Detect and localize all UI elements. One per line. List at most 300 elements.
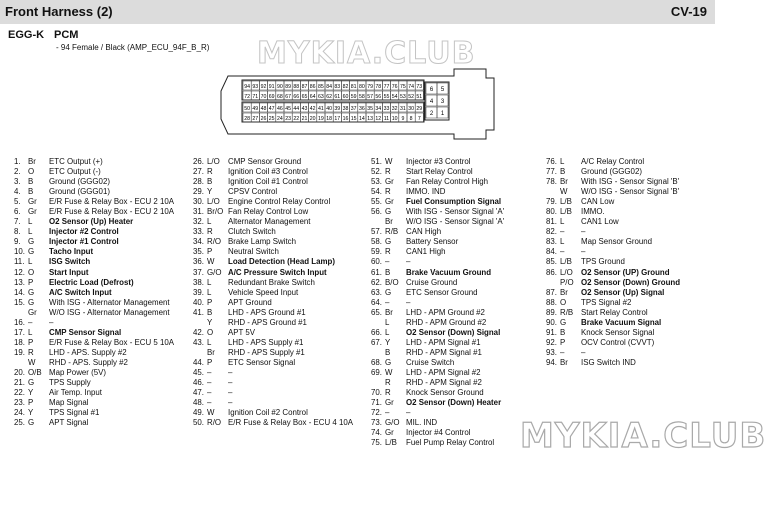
pin-number: 34. xyxy=(193,237,204,247)
wire-color: B xyxy=(560,167,566,177)
pin-label: 15 xyxy=(350,115,357,122)
connector-housing xyxy=(221,69,494,139)
pin-description: Injector #4 Control xyxy=(406,428,471,438)
pin-label: 76 xyxy=(391,83,398,90)
pin-label: 34 xyxy=(375,105,382,112)
pin-number: 51. xyxy=(371,157,382,166)
pin-number: 4. xyxy=(14,187,21,197)
pin-number: 19. xyxy=(14,347,25,357)
pin-number: 6. xyxy=(14,207,21,217)
wire-color: Gr xyxy=(385,197,394,207)
pin-number: 18. xyxy=(14,337,25,347)
pin-label: 67 xyxy=(285,93,291,100)
wire-color: G/O xyxy=(385,418,400,428)
pin-description: Redundant Brake Switch xyxy=(228,277,315,287)
wire-color: R xyxy=(385,247,391,257)
wire-color: – xyxy=(207,388,212,398)
wire-color: L xyxy=(560,237,565,247)
pin-number: 79. xyxy=(546,197,557,207)
pin-description: CMP Sensor Ground xyxy=(228,157,302,166)
pin-label: 37 xyxy=(350,105,357,112)
pin-number: 39. xyxy=(193,287,204,297)
pin-description: LHD - APM Signal #2 xyxy=(406,367,481,377)
pin-label: 4 xyxy=(429,99,434,105)
pin-number: 37. xyxy=(193,267,204,277)
engine-label: EGG-K xyxy=(8,29,45,41)
wire-color: W xyxy=(207,257,215,267)
wire-color: – xyxy=(207,367,212,377)
pin-description: – xyxy=(228,367,233,377)
pin-description: W/O ISG - Sensor Signal 'A' xyxy=(406,217,505,227)
pin-number: 53. xyxy=(371,177,382,187)
pin-label: 11 xyxy=(383,115,390,122)
wire-color: O xyxy=(207,327,214,337)
pin-description: APT Signal xyxy=(49,418,89,428)
wire-color: L xyxy=(207,217,212,227)
wire-color: L xyxy=(560,157,565,166)
pin-description: CAN1 Low xyxy=(581,217,619,227)
pin-number: 29. xyxy=(193,187,204,197)
pin-description: – xyxy=(581,347,586,357)
pin-description: Map Signal xyxy=(49,398,89,408)
pin-description: O2 Sensor (Down) Heater xyxy=(406,398,502,408)
pin-number: 47. xyxy=(193,388,204,398)
wire-color: R/O xyxy=(207,237,222,247)
pin-description: – xyxy=(406,257,411,267)
pin-label: 29 xyxy=(416,105,423,112)
pin-number: 14. xyxy=(14,287,25,297)
pin-label: 75 xyxy=(400,83,406,90)
pin-number: 15. xyxy=(14,297,25,307)
pin-description: Brake Vacuum Ground xyxy=(406,267,492,277)
pin-label: 10 xyxy=(391,115,398,122)
wire-color: – xyxy=(560,347,565,357)
pin-description: – xyxy=(228,388,233,398)
connector-name: PCM xyxy=(54,29,79,41)
wire-color: W xyxy=(385,157,393,166)
pin-number: 92. xyxy=(546,337,557,347)
pin-label: 94 xyxy=(244,83,250,90)
pin-description: Fan Relay Control Low xyxy=(228,207,309,217)
pin-number: 41. xyxy=(193,307,204,317)
wire-color: O xyxy=(560,297,567,307)
page-title: Front Harness (2) xyxy=(5,4,113,19)
wire-color: Y xyxy=(207,187,213,197)
connector-description: - 94 Female / Black (AMP_ECU_94F_B_R) xyxy=(56,43,210,52)
wire-color: G xyxy=(28,297,35,307)
pin-description: RHD - APM Ground #2 xyxy=(406,317,487,327)
pin-label: 6 xyxy=(429,87,434,93)
pin-number: 50. xyxy=(193,418,204,428)
pin-description: Clutch Switch xyxy=(228,227,276,237)
wire-color: P xyxy=(560,337,566,347)
pin-description: Fuel Consumption Signal xyxy=(406,197,502,207)
wire-color: G xyxy=(28,237,35,247)
pin-number: 10. xyxy=(14,247,25,257)
pin-description: Cruise Switch xyxy=(406,357,455,367)
pin-number: 52. xyxy=(371,167,382,177)
pin-description: RHD - APM Signal #2 xyxy=(406,378,482,388)
pin-number: 22. xyxy=(14,388,25,398)
pin-label: 35 xyxy=(367,105,373,112)
pin-label: 74 xyxy=(408,83,414,90)
wire-color: – xyxy=(385,297,390,307)
wire-color: – xyxy=(385,257,390,267)
wire-color: P xyxy=(28,337,34,347)
wire-color: W xyxy=(560,187,568,197)
pin-label: 66 xyxy=(293,93,300,100)
pin-label: 73 xyxy=(416,83,423,90)
wire-color: Br xyxy=(385,217,393,227)
pin-number: 58. xyxy=(371,237,382,247)
wire-color: P xyxy=(28,398,34,408)
pin-number: 75. xyxy=(371,438,382,448)
wire-color: G xyxy=(385,357,392,367)
pin-number: 93. xyxy=(546,347,557,357)
pin-description: Load Detection (Head Lamp) xyxy=(228,257,335,267)
pin-number: 3. xyxy=(14,177,21,187)
pin-label: 90 xyxy=(277,83,283,90)
wire-color: Br/O xyxy=(207,207,224,217)
pin-number: 70. xyxy=(371,388,382,398)
pin-number: 25. xyxy=(14,418,25,428)
pin-number: 85. xyxy=(546,257,557,267)
wire-color: W xyxy=(28,357,36,367)
pin-description: A/C Switch Input xyxy=(49,287,112,297)
pin-label: 78 xyxy=(375,83,382,90)
pin-description: Fan Relay Control High xyxy=(406,177,489,187)
pin-label: 2 xyxy=(429,111,434,117)
pin-description: ETC Sensor Ground xyxy=(406,287,478,297)
wire-color: B xyxy=(28,187,34,197)
pin-label: 30 xyxy=(408,105,414,112)
pin-number: 69. xyxy=(371,367,382,377)
wire-color: R xyxy=(385,378,391,388)
pin-description: RHD - APM Signal #1 xyxy=(406,347,482,357)
pin-description: Ignition Coil #3 Control xyxy=(228,167,308,177)
pin-description: ETC Output (-) xyxy=(49,167,101,177)
pin-number: 35. xyxy=(193,247,204,257)
pin-number: 30. xyxy=(193,197,204,207)
wire-color: Gr xyxy=(28,197,37,207)
pin-number: 68. xyxy=(371,357,382,367)
pin-description: TPS Supply xyxy=(49,378,91,388)
pin-number: 72. xyxy=(371,408,382,418)
wire-color: G xyxy=(385,207,392,217)
wire-color: G xyxy=(385,237,392,247)
pin-description: A/C Relay Control xyxy=(581,157,645,166)
pin-description: – xyxy=(406,408,411,418)
wire-color: Br xyxy=(560,177,568,187)
pin-label: 82 xyxy=(342,83,349,90)
pin-label: 70 xyxy=(260,93,267,100)
wire-color: L xyxy=(207,337,212,347)
wire-color: L xyxy=(385,317,390,327)
pin-number: 87. xyxy=(546,287,557,297)
pin-description: A/C Pressure Switch Input xyxy=(228,267,327,277)
wire-color: G xyxy=(385,287,392,297)
wire-color: W xyxy=(385,367,393,377)
wire-color: G xyxy=(28,287,35,297)
pin-description: Map Power (5V) xyxy=(49,367,107,377)
pin-label: 17 xyxy=(334,115,341,122)
wire-color: R/B xyxy=(560,307,574,317)
pin-number: 81. xyxy=(546,217,557,227)
pin-description: O2 Sensor (Up) Heater xyxy=(49,217,134,227)
pin-label: 51 xyxy=(416,93,423,100)
pin-number: 86. xyxy=(546,267,557,277)
wire-color: R xyxy=(207,167,213,177)
wire-color: P/O xyxy=(560,277,574,287)
pin-number: 11. xyxy=(14,257,25,267)
pin-number: 76. xyxy=(546,157,557,166)
pin-description: RHD - APS Ground #1 xyxy=(228,317,307,327)
pin-label: 49 xyxy=(252,105,259,112)
pin-label: 12 xyxy=(375,115,382,122)
pin-number: 1. xyxy=(14,157,21,166)
pin-label: 5 xyxy=(440,87,445,93)
pin-label: 44 xyxy=(293,105,300,112)
pin-description: Ignition Coil #1 Control xyxy=(228,177,308,187)
wire-color: L xyxy=(28,257,33,267)
wire-color: – xyxy=(560,247,565,257)
pin-label: 32 xyxy=(391,105,398,112)
pin-description: – xyxy=(406,297,411,307)
pin-description: Ground (GGG02) xyxy=(49,177,110,187)
wire-color: L xyxy=(207,277,212,287)
pin-label: 9 xyxy=(401,115,405,122)
wire-color: Gr xyxy=(28,307,37,317)
wire-color: G xyxy=(28,378,35,388)
wire-color: L/B xyxy=(385,438,397,448)
wire-color: Y xyxy=(28,388,34,398)
pin-description: O2 Sensor (UP) Ground xyxy=(581,267,670,277)
pin-description: Injector #2 Control xyxy=(49,227,119,237)
wire-color: Gr xyxy=(28,207,37,217)
pin-label: 65 xyxy=(301,93,308,100)
pin-description: With ISG - Sensor Signal 'B' xyxy=(581,177,680,187)
pin-description: TPS Signal #2 xyxy=(581,297,632,307)
pin-label: 19 xyxy=(318,115,324,122)
pin-label: 20 xyxy=(309,115,316,122)
pin-number: 65. xyxy=(371,307,382,317)
wire-color: Y xyxy=(207,317,213,327)
wire-color: Gr xyxy=(385,428,394,438)
pin-number: 45. xyxy=(193,367,204,377)
pin-label: 89 xyxy=(285,83,291,90)
pin-description: With ISG - Alternator Management xyxy=(49,297,170,307)
pin-number: 88. xyxy=(546,297,557,307)
wire-color: L/O xyxy=(560,267,573,277)
pin-label: 27 xyxy=(252,115,259,122)
pin-label: 55 xyxy=(383,93,390,100)
pin-label: 69 xyxy=(268,93,275,100)
pin-description: Injector #1 Control xyxy=(49,237,119,247)
pin-label: 93 xyxy=(252,83,259,90)
pin-number: 73. xyxy=(371,418,382,428)
pin-label: 8 xyxy=(409,115,413,122)
pin-number: 57. xyxy=(371,227,382,237)
pin-number: 24. xyxy=(14,408,25,418)
pin-label: 61 xyxy=(334,93,341,100)
pin-description: Vehicle Speed Input xyxy=(228,287,299,297)
pin-number: 84. xyxy=(546,247,557,257)
pin-description: MIL. IND xyxy=(406,418,438,428)
pin-description: O2 Sensor (Up) Signal xyxy=(581,287,665,297)
watermark-bottom: MYKIA.CLUB xyxy=(520,416,766,456)
pin-number: 21. xyxy=(14,378,25,388)
wire-color: – xyxy=(560,227,565,237)
wire-color: O xyxy=(28,267,35,277)
pin-description: W/O ISG - Sensor Signal 'B' xyxy=(581,187,680,197)
pin-description: APT 5V xyxy=(228,327,256,337)
pin-description: RHD - APS Supply #1 xyxy=(228,347,305,357)
pin-label: 41 xyxy=(318,105,324,112)
wire-color: P xyxy=(28,277,34,287)
wire-color: L xyxy=(28,327,33,337)
page-code: CV-19 xyxy=(670,4,707,19)
pin-number: 13. xyxy=(14,277,25,287)
pin-number: 49. xyxy=(193,408,204,418)
pin-number: 31. xyxy=(193,207,204,217)
wire-color: L/O xyxy=(207,157,220,166)
wire-color: L xyxy=(560,217,565,227)
pin-label: 56 xyxy=(375,93,382,100)
pin-number: 26. xyxy=(193,157,204,166)
wire-color: L/B xyxy=(560,207,572,217)
wire-color: – xyxy=(28,317,33,327)
pin-label: 92 xyxy=(260,83,267,90)
pin-description: LHD - APS Ground #1 xyxy=(228,307,306,317)
pin-number: 78. xyxy=(546,177,557,187)
pin-description: CAN1 High xyxy=(406,247,446,257)
pin-description: Map Sensor Ground xyxy=(581,237,653,247)
pin-description: CAN Low xyxy=(581,197,615,207)
pin-number: 54. xyxy=(371,187,382,197)
pin-label: 23 xyxy=(285,115,291,122)
pin-label: 25 xyxy=(268,115,275,122)
wire-color: Y xyxy=(385,337,391,347)
pin-number: 40. xyxy=(193,297,204,307)
pin-label: 38 xyxy=(342,105,349,112)
wire-color: L/B xyxy=(560,257,572,267)
pin-label: 50 xyxy=(244,105,250,112)
connector-diagram xyxy=(218,64,498,144)
wire-color: Gr xyxy=(385,177,394,187)
pin-label: 7 xyxy=(417,115,421,122)
pin-description: Tacho Input xyxy=(49,247,94,257)
pin-label: 48 xyxy=(260,105,267,112)
pin-description: ISG Switch IND xyxy=(581,357,636,367)
pin-label: 88 xyxy=(293,83,300,90)
pin-number: 23. xyxy=(14,398,25,408)
pin-description: ETC Output (+) xyxy=(49,157,103,166)
wire-color: R xyxy=(385,167,391,177)
pin-description: Cruise Ground xyxy=(406,277,458,287)
pin-number: 64. xyxy=(371,297,382,307)
pin-number: 12. xyxy=(14,267,25,277)
pin-label: 68 xyxy=(277,93,283,100)
pin-label: 28 xyxy=(244,115,250,122)
pin-description: E/R Fuse & Relay Box - ECU 2 10A xyxy=(49,197,174,207)
pin-label: 36 xyxy=(359,105,365,112)
pin-label: 24 xyxy=(277,115,283,122)
pin-number: 17. xyxy=(14,327,25,337)
pin-label: 14 xyxy=(359,115,365,122)
pin-description: O2 Sensor (Down) Ground xyxy=(581,277,681,287)
wire-color: O/B xyxy=(28,367,42,377)
pin-label: 40 xyxy=(326,105,332,112)
pin-description: – xyxy=(228,378,233,388)
pin-description: RHD - APS. Supply #2 xyxy=(49,357,128,367)
pin-label: 63 xyxy=(318,93,324,100)
pin-label: 77 xyxy=(383,83,390,90)
pin-label: 16 xyxy=(342,115,349,122)
pin-description: LHD - APS Supply #1 xyxy=(228,337,304,347)
wire-color: Br xyxy=(560,357,568,367)
pin-number: 32. xyxy=(193,217,204,227)
pin-label: 86 xyxy=(309,83,316,90)
pin-number: 46. xyxy=(193,378,204,388)
pin-description: Fuel Pump Relay Control xyxy=(406,438,495,448)
wire-color: L xyxy=(28,217,33,227)
pin-description: APT Ground xyxy=(228,297,272,307)
pin-number: 61. xyxy=(371,267,382,277)
wire-color: B xyxy=(207,307,213,317)
pin-label: 43 xyxy=(301,105,308,112)
pin-number: 44. xyxy=(193,357,204,367)
pin-number: 89. xyxy=(546,307,557,317)
wire-color: R/O xyxy=(207,418,222,428)
pin-description: Start Input xyxy=(49,267,89,277)
pin-number: 77. xyxy=(546,167,557,177)
pin-description: Ground (GGG02) xyxy=(581,167,642,177)
pin-label: 80 xyxy=(359,83,365,90)
pin-description: Injector #3 Control xyxy=(406,157,471,166)
pin-label: 18 xyxy=(326,115,332,122)
pin-number: 28. xyxy=(193,177,204,187)
pin-number: 90. xyxy=(546,317,557,327)
pin-label: 45 xyxy=(285,105,291,112)
pin-label: 46 xyxy=(277,105,283,112)
pin-description: – xyxy=(49,317,54,327)
pin-description: Start Relay Control xyxy=(406,167,473,177)
wire-color: P xyxy=(207,297,213,307)
pin-description: ISG Switch xyxy=(49,257,91,267)
pin-description: TPS Ground xyxy=(581,257,625,267)
pin-number: 27. xyxy=(193,167,204,177)
pin-label: 39 xyxy=(334,105,341,112)
pin-label: 47 xyxy=(268,105,275,112)
wire-color: R xyxy=(385,187,391,197)
wire-color: R xyxy=(28,347,34,357)
wire-color: O xyxy=(28,167,35,177)
pin-label: 42 xyxy=(309,105,316,112)
pin-number: 82. xyxy=(546,227,557,237)
pin-label: 22 xyxy=(293,115,300,122)
pin-label: 57 xyxy=(367,93,373,100)
wire-color: B/O xyxy=(385,277,399,287)
pin-number: 56. xyxy=(371,207,382,217)
pin-description: Start Relay Control xyxy=(581,307,648,317)
wire-color: L xyxy=(385,327,390,337)
pin-label: 21 xyxy=(301,115,308,122)
pin-description: CMP Sensor Signal xyxy=(49,327,122,337)
pin-number: 5. xyxy=(14,197,21,207)
wire-color: L xyxy=(28,227,33,237)
pin-description: CAN High xyxy=(406,227,442,237)
pin-label: 79 xyxy=(367,83,373,90)
